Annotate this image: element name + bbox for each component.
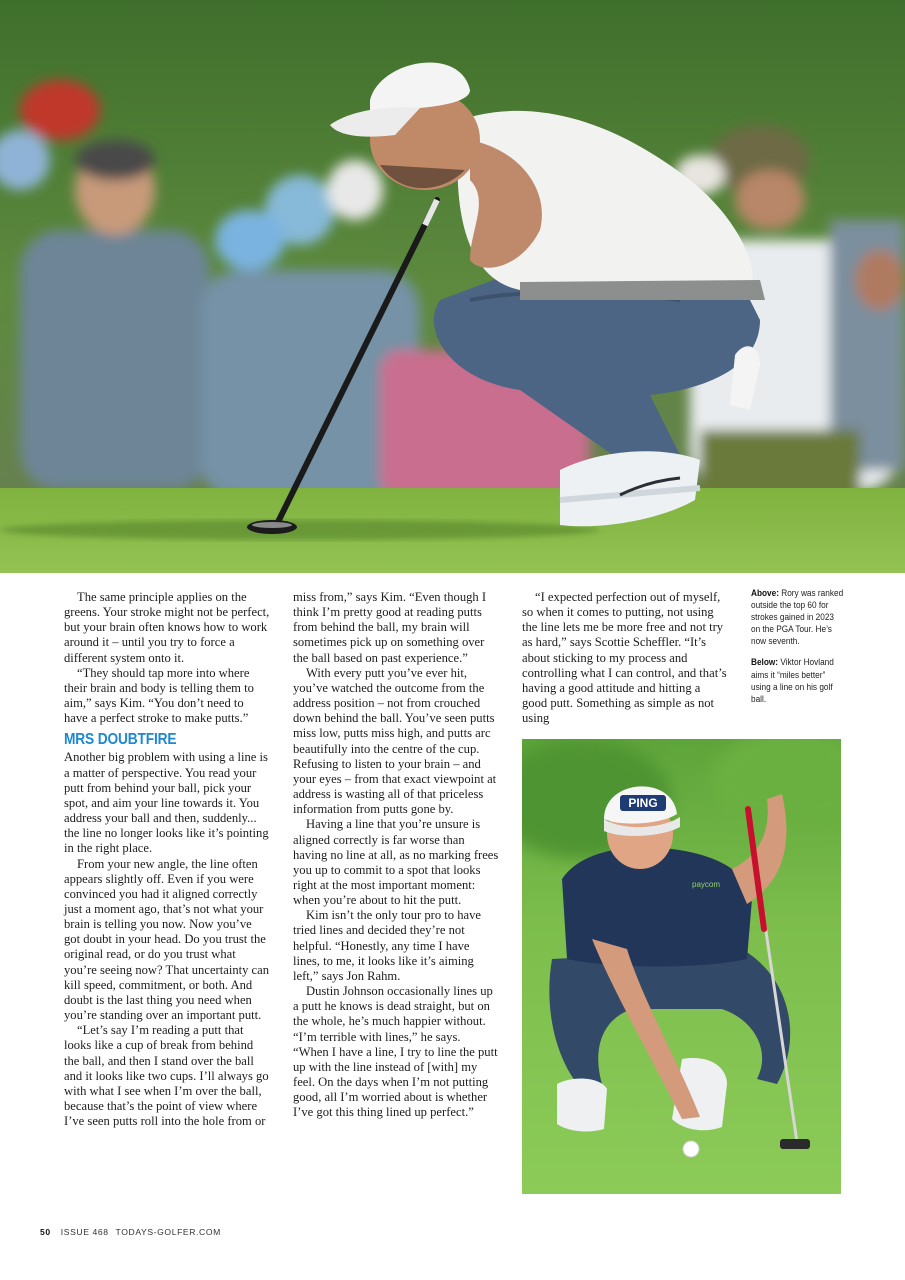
caption-below	[751, 657, 844, 705]
issue-number: ISSUE 468	[60, 1227, 109, 1237]
body-paragraph: With every putt you’ve ever hit, you’ve watched the outcome from the address position – not from crouched down behind the ball. You’ve seen putts miss low, putts miss high, and putts arc beautifully into the centre of the cup. Refusing to listen to your brain – and your eyes – from that exact viewpoint at address is wasting all of that priceless information from putts gone by.	[293, 665, 497, 817]
caption-text: Rory was ranked outside the top 60 for strokes gained in 2023 on the PGA Tour. He’s now seventh.	[751, 588, 844, 648]
body-paragraph: miss from,” says Kim. “Even though I think I’m pretty good at reading putts from behind the ball, my brain will sometimes pick up on something over the ball based on past experience.”	[293, 590, 487, 665]
golfer-crouching-reading-putt-photo	[0, 0, 905, 573]
body-paragraph: “Let’s say I’m reading a putt that looks like a cup of break from behind the ball, and then I stand over the ball and it looks like two cups. I’ll always go with what I see when I’m over the ball, because that’s the point of view where I’ve seen putts roll into the hole from or	[64, 1023, 269, 1129]
body-paragraph: Kim isn’t the only tour pro to have tried lines and decided they’re not helpful. “Honestly, any time I have lines, to me, it looks like it’s aiming left,” says Jon Rahm.	[293, 908, 482, 983]
caption-label: Below:	[751, 657, 779, 669]
hero-photo	[0, 0, 905, 573]
photo-captions	[751, 588, 843, 715]
body-paragraph: From your new angle, the line often appears slightly off. Even if you were convinced you had it aligned correctly just a moment ago, that’s not what your brain is telling you now. Now you’ve got doubt in your head. Do you trust the original read, or do you trust what you’re seeing now? That uncertainty can kill speed, commitment, or both. And doubt is the last thing you need when you’re standing over an important putt.	[64, 856, 270, 1023]
text-column-3	[522, 590, 728, 726]
website: TODAYS-GOLFER.COM	[115, 1227, 221, 1237]
inset-photo	[522, 739, 841, 1194]
body-paragraph: Having a line that you’re unsure is aligned correctly is far worse than having no line at all, as no marking frees you up to commit to a spot that looks right at the most important moment: when you’re about to hit the putt.	[293, 817, 499, 908]
body-paragraph: “I expected perfection out of myself, so when it comes to putting, not using the line lets me be more free and not try as hard,” says Scottie Scheffler. “It’s about sticking to my process and controlling what I can control, and that’s having a good attitude and hitting a good putt. Something as simple as not using	[522, 590, 727, 726]
golfer-aligning-ball-photo	[522, 739, 841, 1194]
page-footer	[40, 1227, 221, 1237]
text-column-1	[64, 590, 270, 1129]
caption-above	[751, 588, 844, 648]
caption-label: Above:	[751, 588, 779, 599]
cap-logo-text: PING	[628, 796, 658, 810]
body-paragraph: Another big problem with using a line is a matter of perspective. You read your putt from behind your ball, pick your spot, and aim your line towards it. You address your ball and then, suddenly... the line no longer looks like it’s pointing in the right place.	[64, 750, 269, 856]
section-subheading: MRS DOUBTFIRE	[64, 731, 177, 749]
body-paragraph: The same principle applies on the greens. Your stroke might not be perfect, but your brain often knows how to work around it – until you try to force a different system onto it.	[64, 590, 270, 665]
caption-text: Viktor Hovland aims it “miles better” using a line on his golf ball.	[751, 657, 834, 705]
body-paragraph: “They should tap more into where their brain and body is telling them to aim,” says Kim. “You don’t need to have a perfect stroke to make putts.”	[64, 665, 254, 726]
body-paragraph: Dustin Johnson occasionally lines up a putt he knows is dead straight, but on the whole, he’s much happier without. “I’m terrible with lines,” he says. “When I have a line, I try to line the putt up with the line instead of [with] my feel. On the days when I’m not putting good, all I’m worried about is whether I’ve got this thing lined up perfect.”	[293, 984, 498, 1120]
shirt-logo-text: paycom	[692, 880, 721, 889]
page-number: 50	[40, 1227, 51, 1237]
text-column-2	[293, 590, 499, 1120]
